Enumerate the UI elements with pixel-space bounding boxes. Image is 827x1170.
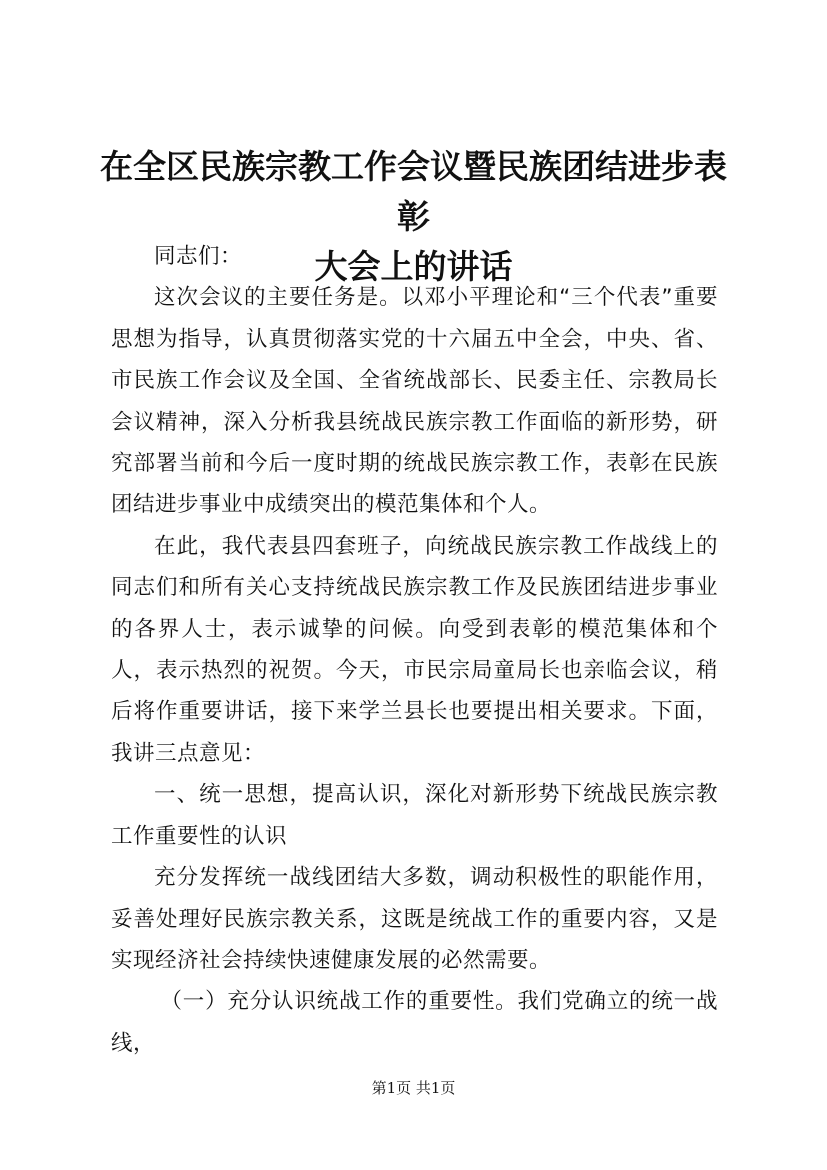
paragraph-united-front-role: 充分发挥统一战线团结大多数，调动积极性的职能作用，妥善处理好民族宗教关系，这既是统战工作的重要内容，又是实现经济社会持续快速健康发展的必然需要。: [111, 865, 718, 973]
document-body: [111, 236, 718, 1064]
paragraph-greetings: 在此，我代表县四套班子，向统战民族宗教工作战线上的同志们和所有关心支持统战民族宗教工作及民族团结进步事业的各界人士，表示诚挚的问候。向受到表彰的模范集体和个人，表示热烈的祝贺。今天，市民宗局童局长也亲临会议，稍后将作重要讲话，接下来学兰县长也要提出相关要求。下面，我讲三点意见：: [111, 533, 718, 766]
section-heading-1: 一、统一思想，提高认识，深化对新形势下统战民族宗教工作重要性的认识: [111, 782, 718, 849]
title-line-1: 在全区民族宗教工作会议暨民族团结进步表彰: [100, 147, 727, 236]
title-line-2: 大会上的讲话: [314, 247, 513, 286]
salutation: 同志们：: [154, 244, 243, 269]
subsection-heading-1: （一）充分认识统战工作的重要性。我们党确立的统一战线，: [111, 989, 718, 1056]
paragraph-meeting-task: 这次会议的主要任务是。以邓小平理论和“三个代表”重要思想为指导，认真贯彻落实党的十六届五中全会，中央、省、市民族工作会议及全国、全省统战部长、民委主任、宗教局长会议精神，深入分析我县统战民族宗教工作面临的新形势，研究部署当前和今后一度时期的统战民族宗教工作，表彰在民族团结进步事业中成绩突出的模范集体和个人。: [111, 285, 718, 518]
page-number-footer: 第1页 共1页: [371, 1079, 456, 1097]
